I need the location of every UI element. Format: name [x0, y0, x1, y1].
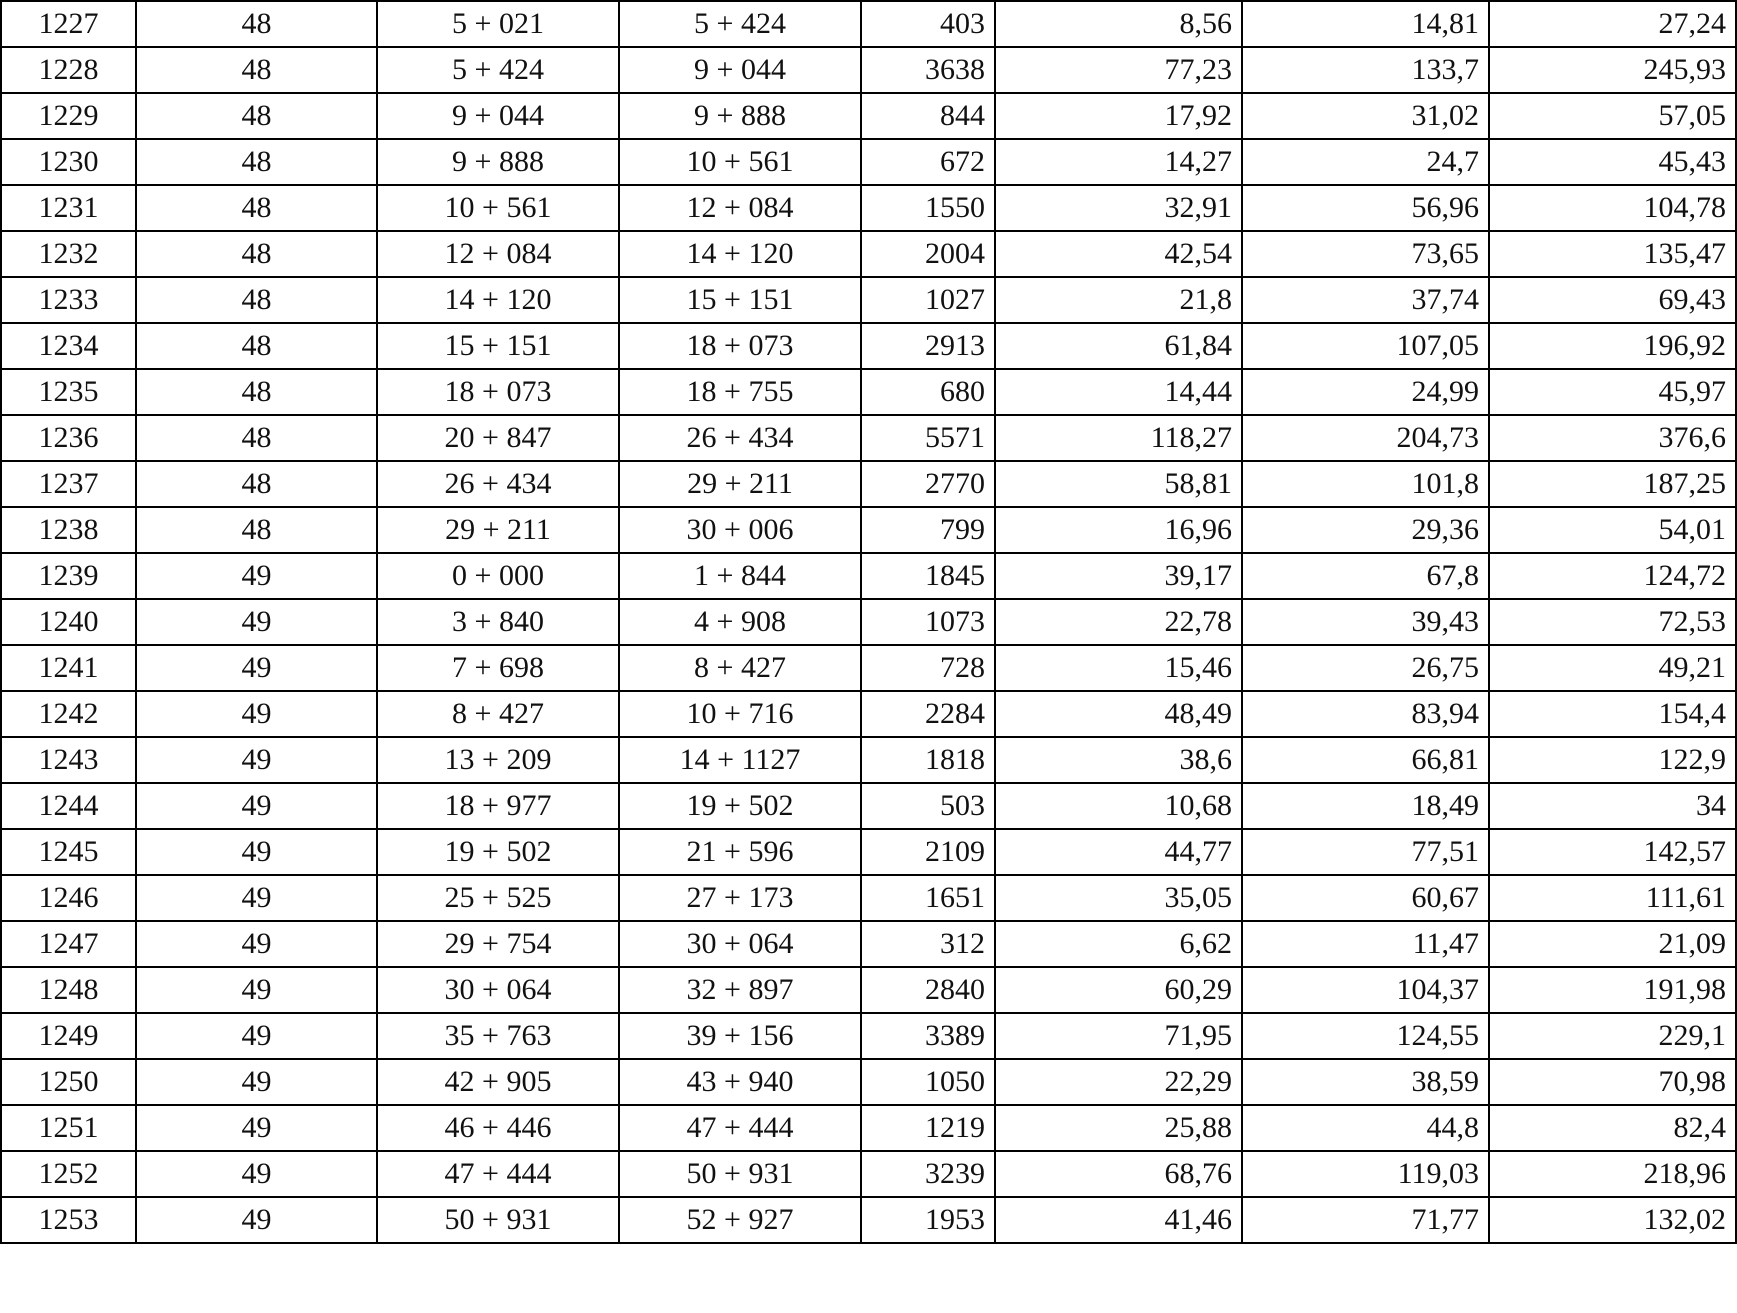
cell-end-chainage: 32 + 897: [619, 967, 861, 1013]
cell-value-c: 111,61: [1489, 875, 1736, 921]
table-row: [1, 921, 1736, 967]
cell-value-a: 61,84: [995, 323, 1242, 369]
cell-start-chainage: 18 + 073: [377, 369, 619, 415]
cell-length: 403: [861, 1, 995, 47]
cell-value-c: 187,25: [1489, 461, 1736, 507]
cell-value-c: 191,98: [1489, 967, 1736, 1013]
table-row: [1, 415, 1736, 461]
cell-end-chainage: 43 + 940: [619, 1059, 861, 1105]
cell-end-chainage: 21 + 596: [619, 829, 861, 875]
cell-value-c: 229,1: [1489, 1013, 1736, 1059]
cell-road-code: 48: [136, 185, 377, 231]
cell-value-a: 17,92: [995, 93, 1242, 139]
table-row: [1, 783, 1736, 829]
cell-value-b: 38,59: [1242, 1059, 1489, 1105]
cell-end-chainage: 12 + 084: [619, 185, 861, 231]
cell-length: 2109: [861, 829, 995, 875]
cell-end-chainage: 30 + 006: [619, 507, 861, 553]
cell-value-a: 118,27: [995, 415, 1242, 461]
table-row: [1, 967, 1736, 1013]
cell-row-number: 1241: [1, 645, 136, 691]
table-row: [1, 737, 1736, 783]
cell-row-number: 1251: [1, 1105, 136, 1151]
cell-length: 2770: [861, 461, 995, 507]
cell-start-chainage: 9 + 888: [377, 139, 619, 185]
cell-row-number: 1243: [1, 737, 136, 783]
cell-road-code: 49: [136, 829, 377, 875]
table-row: [1, 829, 1736, 875]
cell-value-c: 122,9: [1489, 737, 1736, 783]
cell-value-a: 41,46: [995, 1197, 1242, 1243]
cell-length: 1818: [861, 737, 995, 783]
cell-road-code: 49: [136, 1059, 377, 1105]
cell-road-code: 49: [136, 553, 377, 599]
cell-start-chainage: 30 + 064: [377, 967, 619, 1013]
cell-value-c: 154,4: [1489, 691, 1736, 737]
cell-end-chainage: 8 + 427: [619, 645, 861, 691]
table-row: [1, 323, 1736, 369]
cell-value-c: 49,21: [1489, 645, 1736, 691]
cell-length: 799: [861, 507, 995, 553]
table-row: [1, 1, 1736, 47]
cell-start-chainage: 13 + 209: [377, 737, 619, 783]
cell-value-b: 104,37: [1242, 967, 1489, 1013]
cell-end-chainage: 39 + 156: [619, 1013, 861, 1059]
cell-row-number: 1247: [1, 921, 136, 967]
cell-value-b: 66,81: [1242, 737, 1489, 783]
cell-road-code: 49: [136, 783, 377, 829]
cell-length: 3638: [861, 47, 995, 93]
cell-road-code: 48: [136, 277, 377, 323]
table-row: [1, 231, 1736, 277]
cell-length: 1953: [861, 1197, 995, 1243]
cell-value-b: 73,65: [1242, 231, 1489, 277]
cell-value-b: 26,75: [1242, 645, 1489, 691]
cell-start-chainage: 10 + 561: [377, 185, 619, 231]
cell-length: 1027: [861, 277, 995, 323]
cell-row-number: 1234: [1, 323, 136, 369]
cell-row-number: 1253: [1, 1197, 136, 1243]
cell-start-chainage: 8 + 427: [377, 691, 619, 737]
cell-value-a: 25,88: [995, 1105, 1242, 1151]
cell-value-a: 22,29: [995, 1059, 1242, 1105]
cell-value-b: 204,73: [1242, 415, 1489, 461]
cell-value-c: 69,43: [1489, 277, 1736, 323]
cell-length: 5571: [861, 415, 995, 461]
cell-end-chainage: 19 + 502: [619, 783, 861, 829]
cell-start-chainage: 18 + 977: [377, 783, 619, 829]
cell-road-code: 48: [136, 139, 377, 185]
cell-value-b: 24,7: [1242, 139, 1489, 185]
cell-start-chainage: 19 + 502: [377, 829, 619, 875]
cell-start-chainage: 5 + 021: [377, 1, 619, 47]
table-row: [1, 645, 1736, 691]
cell-length: 2840: [861, 967, 995, 1013]
table-row: [1, 369, 1736, 415]
cell-length: 844: [861, 93, 995, 139]
cell-road-code: 48: [136, 369, 377, 415]
cell-value-a: 68,76: [995, 1151, 1242, 1197]
cell-value-a: 77,23: [995, 47, 1242, 93]
cell-value-a: 16,96: [995, 507, 1242, 553]
cell-end-chainage: 47 + 444: [619, 1105, 861, 1151]
cell-start-chainage: 26 + 434: [377, 461, 619, 507]
cell-road-code: 49: [136, 875, 377, 921]
cell-value-b: 133,7: [1242, 47, 1489, 93]
cell-start-chainage: 0 + 000: [377, 553, 619, 599]
table-row: [1, 599, 1736, 645]
cell-start-chainage: 9 + 044: [377, 93, 619, 139]
cell-end-chainage: 52 + 927: [619, 1197, 861, 1243]
cell-row-number: 1229: [1, 93, 136, 139]
cell-end-chainage: 14 + 1127: [619, 737, 861, 783]
cell-value-b: 71,77: [1242, 1197, 1489, 1243]
cell-value-a: 22,78: [995, 599, 1242, 645]
cell-end-chainage: 50 + 931: [619, 1151, 861, 1197]
table-row: [1, 1151, 1736, 1197]
cell-road-code: 49: [136, 599, 377, 645]
cell-length: 1219: [861, 1105, 995, 1151]
cell-start-chainage: 50 + 931: [377, 1197, 619, 1243]
cell-length: 1050: [861, 1059, 995, 1105]
cell-value-b: 24,99: [1242, 369, 1489, 415]
cell-row-number: 1236: [1, 415, 136, 461]
cell-road-code: 49: [136, 1151, 377, 1197]
cell-value-b: 44,8: [1242, 1105, 1489, 1151]
table-row: [1, 1013, 1736, 1059]
cell-value-a: 15,46: [995, 645, 1242, 691]
cell-road-code: 48: [136, 1, 377, 47]
cell-value-c: 218,96: [1489, 1151, 1736, 1197]
cell-end-chainage: 5 + 424: [619, 1, 861, 47]
cell-end-chainage: 18 + 073: [619, 323, 861, 369]
table-row: [1, 93, 1736, 139]
table-row: [1, 1059, 1736, 1105]
cell-length: 672: [861, 139, 995, 185]
cell-value-a: 48,49: [995, 691, 1242, 737]
table-row: [1, 277, 1736, 323]
cell-value-c: 45,97: [1489, 369, 1736, 415]
cell-length: 1073: [861, 599, 995, 645]
table-row: [1, 1105, 1736, 1151]
table-row: [1, 461, 1736, 507]
table-row: [1, 1197, 1736, 1243]
cell-row-number: 1252: [1, 1151, 136, 1197]
cell-value-a: 35,05: [995, 875, 1242, 921]
cell-value-b: 11,47: [1242, 921, 1489, 967]
cell-value-b: 119,03: [1242, 1151, 1489, 1197]
cell-end-chainage: 15 + 151: [619, 277, 861, 323]
cell-road-code: 48: [136, 415, 377, 461]
cell-value-a: 21,8: [995, 277, 1242, 323]
cell-value-b: 101,8: [1242, 461, 1489, 507]
cell-value-b: 77,51: [1242, 829, 1489, 875]
cell-road-code: 48: [136, 93, 377, 139]
cell-value-a: 14,44: [995, 369, 1242, 415]
cell-value-a: 6,62: [995, 921, 1242, 967]
cell-road-code: 49: [136, 691, 377, 737]
table-row: [1, 139, 1736, 185]
cell-value-b: 39,43: [1242, 599, 1489, 645]
cell-road-code: 49: [136, 737, 377, 783]
cell-value-a: 71,95: [995, 1013, 1242, 1059]
cell-end-chainage: 27 + 173: [619, 875, 861, 921]
cell-start-chainage: 15 + 151: [377, 323, 619, 369]
cell-value-c: 135,47: [1489, 231, 1736, 277]
cell-row-number: 1242: [1, 691, 136, 737]
cell-length: 2004: [861, 231, 995, 277]
table-row: [1, 185, 1736, 231]
cell-road-code: 49: [136, 645, 377, 691]
cell-end-chainage: 9 + 044: [619, 47, 861, 93]
cell-value-c: 70,98: [1489, 1059, 1736, 1105]
cell-length: 1550: [861, 185, 995, 231]
cell-row-number: 1244: [1, 783, 136, 829]
cell-value-c: 21,09: [1489, 921, 1736, 967]
cell-road-code: 48: [136, 461, 377, 507]
cell-road-code: 48: [136, 231, 377, 277]
cell-length: 312: [861, 921, 995, 967]
cell-row-number: 1245: [1, 829, 136, 875]
cell-value-a: 14,27: [995, 139, 1242, 185]
cell-value-c: 142,57: [1489, 829, 1736, 875]
cell-end-chainage: 18 + 755: [619, 369, 861, 415]
cell-value-a: 60,29: [995, 967, 1242, 1013]
cell-value-a: 42,54: [995, 231, 1242, 277]
cell-value-b: 31,02: [1242, 93, 1489, 139]
cell-row-number: 1248: [1, 967, 136, 1013]
cell-value-c: 27,24: [1489, 1, 1736, 47]
cell-length: 680: [861, 369, 995, 415]
cell-value-b: 124,55: [1242, 1013, 1489, 1059]
cell-value-b: 67,8: [1242, 553, 1489, 599]
cell-row-number: 1238: [1, 507, 136, 553]
cell-length: 1651: [861, 875, 995, 921]
cell-length: 3389: [861, 1013, 995, 1059]
cell-start-chainage: 35 + 763: [377, 1013, 619, 1059]
cell-value-c: 196,92: [1489, 323, 1736, 369]
cell-start-chainage: 29 + 754: [377, 921, 619, 967]
cell-value-b: 37,74: [1242, 277, 1489, 323]
cell-start-chainage: 20 + 847: [377, 415, 619, 461]
cell-start-chainage: 3 + 840: [377, 599, 619, 645]
cell-row-number: 1232: [1, 231, 136, 277]
cell-value-c: 124,72: [1489, 553, 1736, 599]
cell-row-number: 1227: [1, 1, 136, 47]
cell-row-number: 1231: [1, 185, 136, 231]
cell-row-number: 1240: [1, 599, 136, 645]
cell-value-c: 132,02: [1489, 1197, 1736, 1243]
cell-road-code: 48: [136, 507, 377, 553]
cell-road-code: 49: [136, 967, 377, 1013]
cell-start-chainage: 47 + 444: [377, 1151, 619, 1197]
cell-value-b: 14,81: [1242, 1, 1489, 47]
cell-end-chainage: 10 + 716: [619, 691, 861, 737]
cell-value-b: 29,36: [1242, 507, 1489, 553]
table-row: [1, 553, 1736, 599]
cell-value-a: 39,17: [995, 553, 1242, 599]
cell-row-number: 1230: [1, 139, 136, 185]
cell-value-b: 60,67: [1242, 875, 1489, 921]
cell-value-a: 32,91: [995, 185, 1242, 231]
cell-start-chainage: 42 + 905: [377, 1059, 619, 1105]
cell-value-b: 56,96: [1242, 185, 1489, 231]
cell-value-b: 107,05: [1242, 323, 1489, 369]
cell-value-c: 57,05: [1489, 93, 1736, 139]
cell-value-c: 45,43: [1489, 139, 1736, 185]
cell-end-chainage: 9 + 888: [619, 93, 861, 139]
cell-length: 503: [861, 783, 995, 829]
cell-row-number: 1250: [1, 1059, 136, 1105]
cell-end-chainage: 4 + 908: [619, 599, 861, 645]
cell-end-chainage: 30 + 064: [619, 921, 861, 967]
cell-value-c: 104,78: [1489, 185, 1736, 231]
cell-row-number: 1235: [1, 369, 136, 415]
cell-road-code: 49: [136, 921, 377, 967]
cell-length: 728: [861, 645, 995, 691]
table-row: [1, 691, 1736, 737]
cell-length: 1845: [861, 553, 995, 599]
cell-end-chainage: 26 + 434: [619, 415, 861, 461]
cell-value-b: 18,49: [1242, 783, 1489, 829]
table-row: [1, 875, 1736, 921]
cell-row-number: 1239: [1, 553, 136, 599]
cell-value-b: 83,94: [1242, 691, 1489, 737]
cell-end-chainage: 10 + 561: [619, 139, 861, 185]
cell-row-number: 1249: [1, 1013, 136, 1059]
table-row: [1, 507, 1736, 553]
cell-end-chainage: 29 + 211: [619, 461, 861, 507]
cell-value-c: 376,6: [1489, 415, 1736, 461]
cell-road-code: 49: [136, 1013, 377, 1059]
cell-road-code: 48: [136, 323, 377, 369]
cell-length: 2913: [861, 323, 995, 369]
cell-road-code: 48: [136, 47, 377, 93]
cell-start-chainage: 14 + 120: [377, 277, 619, 323]
cell-row-number: 1233: [1, 277, 136, 323]
cell-value-a: 38,6: [995, 737, 1242, 783]
cell-value-c: 34: [1489, 783, 1736, 829]
cell-end-chainage: 14 + 120: [619, 231, 861, 277]
cell-value-c: 82,4: [1489, 1105, 1736, 1151]
cell-end-chainage: 1 + 844: [619, 553, 861, 599]
table-row: [1, 47, 1736, 93]
cell-value-c: 54,01: [1489, 507, 1736, 553]
cell-road-code: 49: [136, 1105, 377, 1151]
cell-start-chainage: 29 + 211: [377, 507, 619, 553]
table-body: [1, 1, 1736, 1243]
cell-value-a: 44,77: [995, 829, 1242, 875]
cell-length: 2284: [861, 691, 995, 737]
cell-length: 3239: [861, 1151, 995, 1197]
cell-start-chainage: 5 + 424: [377, 47, 619, 93]
cell-row-number: 1228: [1, 47, 136, 93]
cell-start-chainage: 46 + 446: [377, 1105, 619, 1151]
cell-value-c: 245,93: [1489, 47, 1736, 93]
cell-value-a: 58,81: [995, 461, 1242, 507]
cell-row-number: 1246: [1, 875, 136, 921]
cell-start-chainage: 7 + 698: [377, 645, 619, 691]
cell-row-number: 1237: [1, 461, 136, 507]
cell-start-chainage: 25 + 525: [377, 875, 619, 921]
cell-road-code: 49: [136, 1197, 377, 1243]
cell-value-a: 10,68: [995, 783, 1242, 829]
cell-value-c: 72,53: [1489, 599, 1736, 645]
cell-value-a: 8,56: [995, 1, 1242, 47]
cell-start-chainage: 12 + 084: [377, 231, 619, 277]
